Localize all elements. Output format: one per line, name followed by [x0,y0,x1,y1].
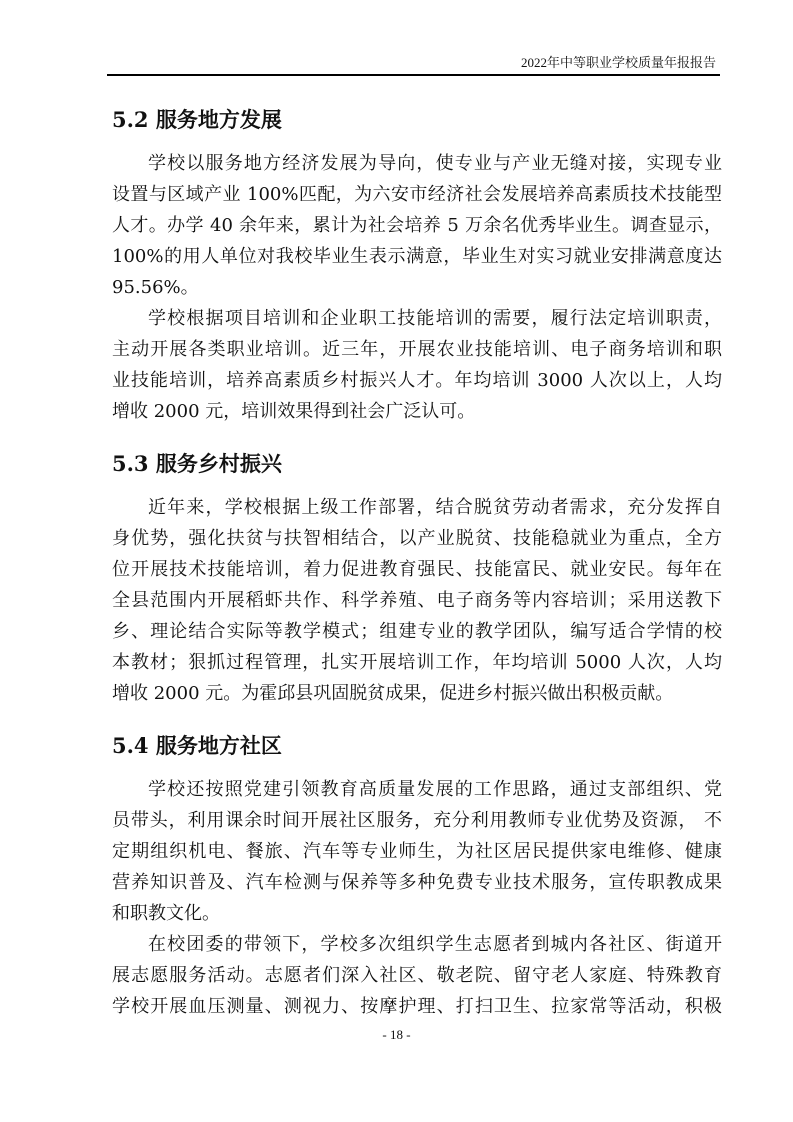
text-line: 学校开展血压测量、测视力、按摩护理、打扫卫生、拉家常等活动，积极 [112,996,722,1017]
page-number: - 18 - [382,1027,411,1042]
text-line: 位开展技术技能培训，着力促进教育强民、技能富民、就业安民。每年在 [112,559,722,580]
paragraph [112,303,722,427]
paragraph [112,929,722,1022]
text-line: 全县范围内开展稻虾共作、科学养殖、电子商务等内容培训；采用送教下 [112,590,722,611]
text-line: 增收 2000 元，培训效果得到社会广泛认可。 [112,401,476,422]
section-heading-5-2: 5.2 服务地方发展 [112,107,282,132]
text-line: 身优势，强化扶贫与扶智相结合，以产业脱贫、技能稳就业为重点，全方 [112,528,722,549]
report-title: 2022年中等职业学校质量年报报告 [520,55,716,70]
text-line: 业技能培训，培养高素质乡村振兴人才。年均培训 3000 人次以上，人均 [112,370,722,391]
text-line: 人才。办学 40 余年来，累计为社会培养 5 万余名优秀毕业生。调查显示， [112,215,722,236]
text-line: 本教材；狠抓过程管理，扎实开展培训工作，年均培训 5000 人次，人均 [112,652,722,673]
text-line: 设置与区域产业 100%匹配，为六安市经济社会发展培养高素质技术技能型 [112,184,722,205]
text-line: 展志愿服务活动。志愿者们深入社区、敬老院、留守老人家庭、特殊教育 [112,965,722,986]
text-line: 近年来，学校根据上级工作部署，结合脱贫劳动者需求，充分发挥自 [148,497,722,518]
paragraph [112,774,722,929]
text-line: 100%的用人单位对我校毕业生表示满意，毕业生对实习就业安排满意度达 [112,246,722,267]
text-line: 95.56%。 [112,277,199,298]
section-heading-5-3: 5.3 服务乡村振兴 [112,451,282,476]
text-line: 定期组织机电、餐旅、汽车等专业师生，为社区居民提供家电维修、健康 [112,841,722,862]
text-line: 和职教文化。 [112,903,220,924]
text-line: 增收 2000 元。为霍邱县巩固脱贫成果，促进乡村振兴做出积极贡献。 [112,683,674,704]
header-divider [107,74,720,76]
paragraph [112,492,722,709]
section-heading-5-4: 5.4 服务地方社区 [112,733,282,758]
text-line: 员带头，利用课余时间开展社区服务，充分利用教师专业优势及资源， 不 [112,810,722,831]
text-line: 营养知识普及、汽车检测与保养等多种免费专业技术服务，宣传职教成果 [112,872,722,893]
text-line: 学校还按照党建引领教育高质量发展的工作思路，通过支部组织、党 [148,779,722,800]
paragraph [112,148,722,303]
text-line: 乡、理论结合实际等教学模式；组建专业的教学团队，编写适合学情的校 [112,621,722,642]
text-line: 学校根据项目培训和企业职工技能培训的需要，履行法定培训职责， [148,308,722,329]
text-line: 学校以服务地方经济发展为导向，使专业与产业无缝对接，实现专业 [148,153,722,174]
text-line: 主动开展各类职业培训。近三年，开展农业技能培训、电子商务培训和职 [112,339,722,360]
text-line: 在校团委的带领下，学校多次组织学生志愿者到城内各社区、街道开 [148,934,722,955]
